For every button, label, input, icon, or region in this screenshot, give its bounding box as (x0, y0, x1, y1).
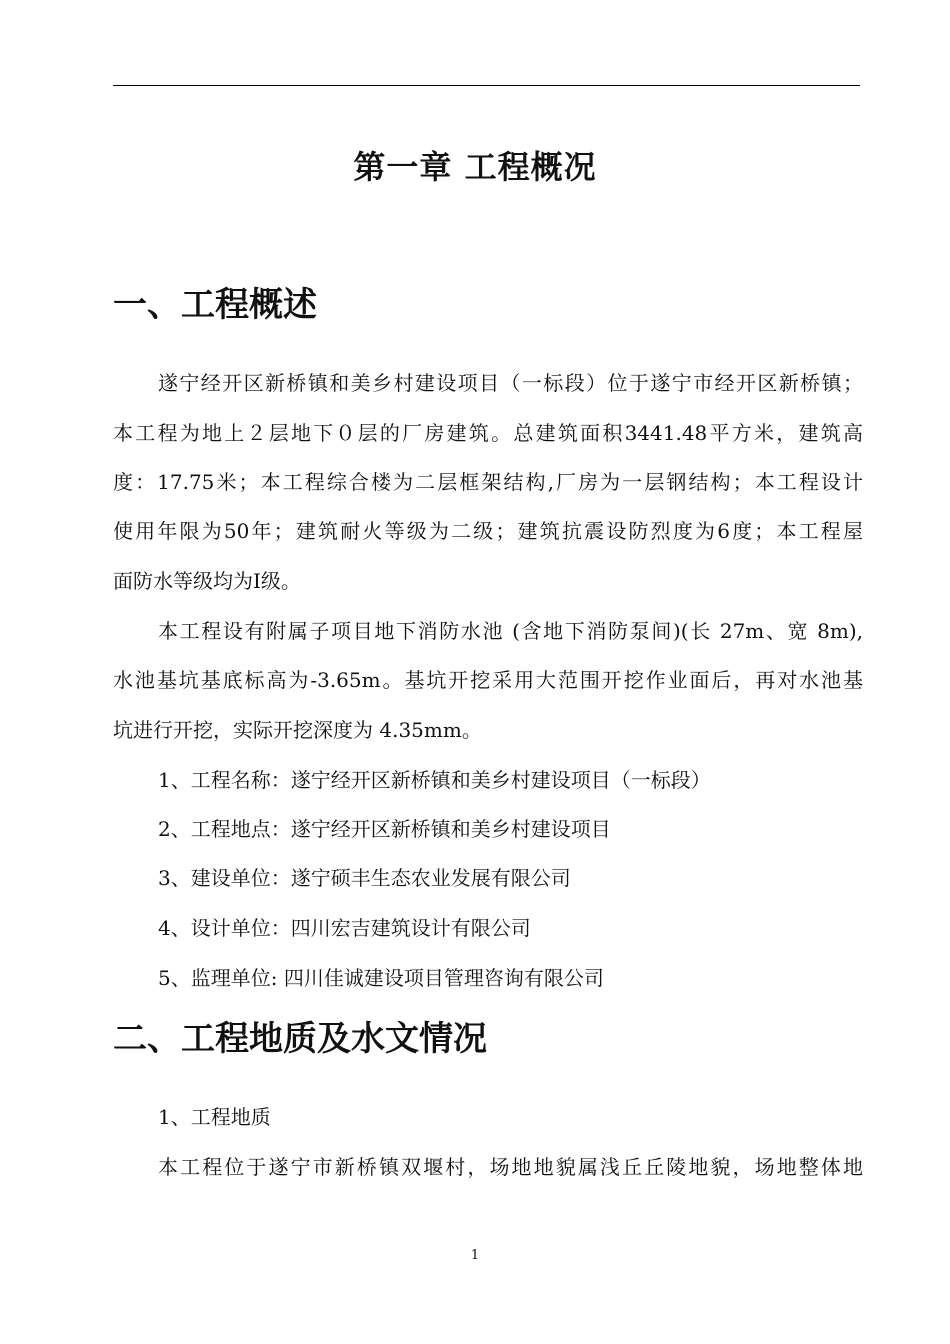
list-item-project-name: 1、工程名称：遂宁经开区新桥镇和美乡村建设项目（一标段） (158, 768, 711, 792)
chapter-title: 第一章 工程概况 (353, 148, 597, 186)
paragraph-line: 本工程为地上２层地下０层的厂房建筑。总建筑面积3441.48平方米，建筑高 (113, 421, 863, 445)
paragraph-line: 遂宁经开区新桥镇和美乡村建设项目（一标段）位于遂宁市经开区新桥镇； (158, 371, 863, 395)
paragraph-line: 水池基坑基底标高为-3.65m。基坑开挖采用大范围开挖作业面后，再对水池基 (113, 668, 863, 692)
section-heading-geology: 二、工程地质及水文情况 (113, 1019, 487, 1059)
paragraph-line: 使用年限为50年；建筑耐火等级为二级；建筑抗震设防烈度为6度；本工程屋 (113, 519, 863, 543)
paragraph-line: 本工程设有附属子项目地下消防水池 (含地下消防泵间)(长 27m、宽 8m), (158, 619, 863, 643)
paragraph-line: 面防水等级均为Ⅰ级。 (113, 569, 301, 593)
section-heading-overview: 一、工程概述 (113, 285, 317, 325)
paragraph-line: 本工程位于遂宁市新桥镇双堰村，场地地貌属浅丘丘陵地貌，场地整体地 (158, 1155, 863, 1179)
list-item-project-location: 2、工程地点：遂宁经开区新桥镇和美乡村建设项目 (158, 817, 611, 841)
page-number: 1 (470, 1248, 480, 1263)
list-item-designer: 4、设计单位：四川宏吉建筑设计有限公司 (158, 916, 531, 940)
header-rule (113, 85, 860, 86)
list-item-supervisor: 5、监理单位: 四川佳诚建设项目管理咨询有限公司 (158, 966, 604, 990)
paragraph-line: 度：17.75米；本工程综合楼为二层框架结构,厂房为一层钢结构；本工程设计 (113, 470, 863, 494)
paragraph-line: 坑进行开挖，实际开挖深度为 4.35mm。 (113, 718, 482, 742)
subheading-geology: 1、工程地质 (158, 1105, 271, 1129)
list-item-owner: 3、建设单位：遂宁硕丰生态农业发展有限公司 (158, 866, 571, 890)
